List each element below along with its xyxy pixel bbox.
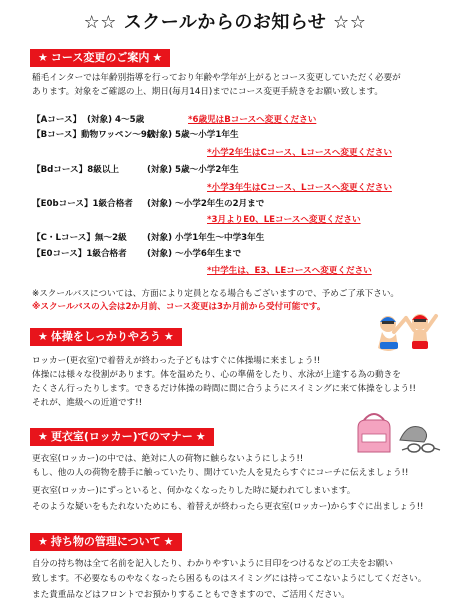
star-icon: ★ [163,330,174,343]
course-change-note: *小学3年生はCコース、Lコースへ変更ください [207,183,392,193]
exercise-line: ロッカー(更衣室)で着替えが終わった子どもはすぐに体操場に来ましょう!! [32,356,321,366]
star-icon: ★ [195,430,206,443]
exercise-line: 体操には様々な役割があります。体を温めたり、心の準備をしたり、水泳が上達する為の動きを [32,370,401,380]
page-title: ☆☆ スクールからのお知らせ ☆☆ [83,12,367,33]
course-intro-line-1: 稲毛インターでは年齢別指導を行っており年齢や学年が上がるとコース変更していただく必要が [32,73,401,83]
course-change-note: *3月よりE0、LEコースへ変更ください [207,215,361,225]
course-change-note: *中学生は、E3、LEコースへ変更ください [207,266,372,276]
section-heading-locker: ★ 更衣室(ロッカー)でのマナー ★ [30,428,214,446]
course-name: 【Bdコース】8級以上 [32,165,120,175]
course-target: (対象) 5歳～小学1年生 [147,130,239,140]
course-target: (対象) 小学1年生～中学3年生 [147,233,265,243]
course-intro-line-2: あります。対象をご確認の上、期日(毎月14日)までにコース変更手続きをお願い致します。 [32,87,383,97]
exercise-line: たくさん行ったりします。できるだけ体操の時間に間に合うようにスイミングに来て体操をしよう!! [32,384,416,394]
locker-line: もし、他の人の荷物を勝手に触っていたり、開けていた人を見たらすぐにコーチに伝えましょう!! [32,468,409,478]
course-target: (対象) 5歳～小学2年生 [147,165,239,175]
course-target: (対象) ～小学2年生の2月まで [147,199,265,209]
star-icon: ★ [38,51,48,64]
course-name: 【Aコース】 [32,115,82,125]
belongings-line: また貴重品などはフロントでお預かりすることもできますので、ご活用ください。 [32,590,350,600]
course-change-note: *小学2年生はCコース、Lコースへ変更ください [207,148,392,158]
star-icon: ★ [152,51,163,64]
swimmers-stretching-illustration [368,308,440,360]
bus-note-red: ※スクールバスの入会は2か月前、コース変更は3か月前から受付可能です。 [32,302,326,312]
swim-bag-cap-goggles-illustration [352,410,442,458]
section-heading-course-change: ★ コース変更のご案内 ★ [30,49,170,67]
locker-line: そのような疑いをもたれないためにも、着替えが終わったら更衣室(ロッカー)からすぐに出ましょう!! [32,502,424,512]
course-name: 【C・Lコース】無～2級 [32,233,127,243]
course-target: (対象) 4～5歳 [87,115,145,125]
course-name: 【E0コース】1級合格者 [32,249,127,259]
course-change-note: *6歳児はBコースへ変更ください [188,115,317,125]
belongings-line: 致します。不必要なものやなくなったら困るものはスイミングには持ってこないようにしてください。 [32,574,427,584]
belongings-line: 自分の持ち物は全て名前を記入したり、わかりやすいように目印をつけるなどの工夫をお願い [32,559,393,569]
course-name: 【E0bコース】1級合格者 [32,199,133,209]
exercise-line: それが、進級への近道です!! [32,398,143,408]
star-icon: ★ [38,430,48,443]
section-heading-exercise: ★ 体操をしっかりやろう ★ [30,328,182,346]
course-name: 【Bコース】動物ワッペン～9級 [32,130,156,140]
star-icon: ★ [38,535,48,548]
course-target: (対象) ～小学6年生まで [147,249,242,259]
locker-line: 更衣室(ロッカー)の中では、絶対に人の荷物に触らないようにしよう!! [32,454,304,464]
star-icon: ★ [163,535,174,548]
section-heading-belongings: ★ 持ち物の管理について ★ [30,533,182,551]
bus-note: ※スクールバスについては、方面により定員となる場合もございますので、予めご了承下さい。 [32,289,400,299]
locker-line: 更衣室(ロッカー)にずっといると、何かなくなったりした時に疑われてしまいます。 [32,486,356,496]
star-icon: ★ [38,330,48,343]
